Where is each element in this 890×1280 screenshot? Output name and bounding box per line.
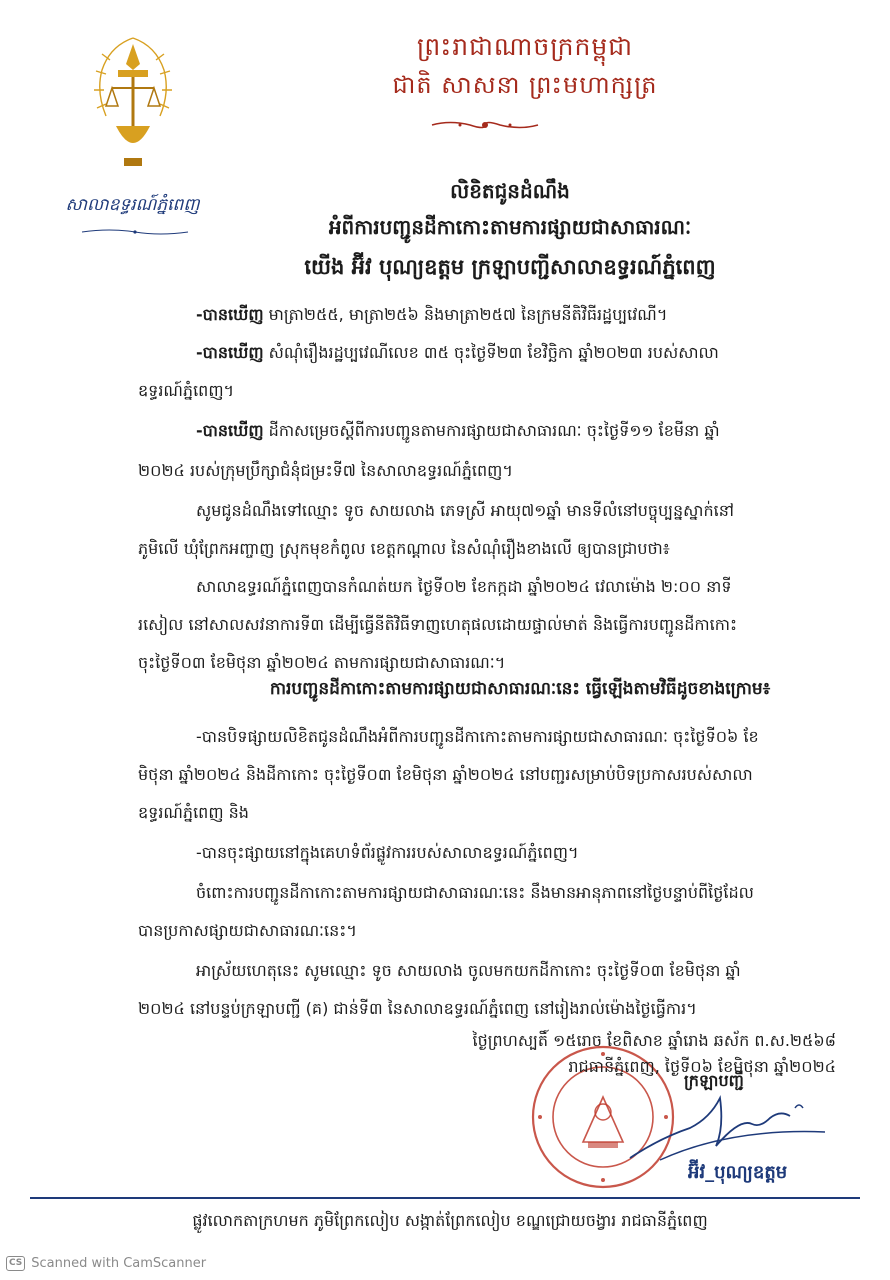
signatory-title: ក្រឡាបញ្ជី: [684, 1071, 744, 1090]
paragraph-2-cont: ឧទ្ធរណ៍ភ្នំពេញ។: [138, 381, 235, 400]
paragraph-8-line-2: បានប្រកាសផ្សាយជាសាធារណៈនេះ។: [138, 921, 357, 940]
paragraph-4-line-1: សូមជូនដំណឹងទៅឈ្មោះ ទូច សាយលាង ភេទស្រី អាយុ៧១ឆ្នាំ មានទីលំនៅបច្ចុប្បន្នស្នាក់នៅ: [196, 501, 734, 520]
court-emblem-icon: [88, 30, 178, 180]
paragraph-7: -បានចុះផ្សាយនៅក្នុងគេហទំព័រផ្លូវការរបស់សាលាឧទ្ធរណ៍ភ្នំពេញ។: [196, 843, 579, 862]
paragraph-5-line-2: រសៀល នៅសាលសវនាការទី៣ ដើម្បីធ្វើនីតិវិធីទាញហេតុផលដោយផ្ទាល់មាត់ និងធ្វើការបញ្ជូនដីកាកោះ: [138, 615, 738, 634]
document-subtitle: អំពីការបញ្ជូនដីកាកោះតាមការផ្សាយជាសាធារណៈ: [328, 215, 692, 239]
paragraph-5-line-1: សាលាឧទ្ធរណ៍ភ្នំពេញបានកំណត់យក ថ្ងៃទី០២ ខែកក្កដា ឆ្នាំ២០២៤ វេលាម៉ោង ២:០០ នាទី: [196, 577, 732, 596]
paragraph-2: -បានឃើញ សំណុំរឿងរដ្ឋប្បវេណីលេខ ៣៥ ចុះថ្ងៃទី២៣ ខែវិច្ឆិកា ឆ្នាំ២០២៣ របស់សាលា: [196, 343, 719, 362]
paragraph-3-cont: ២០២៤ របស់ក្រុមប្រឹក្សាជំនុំជម្រះទី៧ នៃសាលាឧទ្ធរណ៍ភ្នំពេញ។: [138, 461, 513, 480]
document-title: លិខិតជូនដំណឹង: [450, 179, 570, 203]
paragraph-9-line-2: ២០២៤ នៅបន្ទប់ក្រឡាបញ្ជី (គ) ជាន់ទី៣ នៃសាលាឧទ្ធរណ៍ភ្នំពេញ នៅរៀងរាល់ម៉ោងថ្ងៃធ្វើការ។: [138, 999, 697, 1018]
ornament-divider-icon: [430, 118, 540, 132]
paragraph-6-line-1: -បានបិទផ្សាយលិខិតជូនដំណឹងអំពីការបញ្ជូនដីកាកោះតាមការផ្សាយជាសាធារណៈ ចុះថ្ងៃទី០៦ ខែ: [196, 727, 759, 746]
camscanner-logo: CS: [6, 1256, 25, 1271]
camscanner-watermark: [6, 1256, 206, 1271]
paragraph-8-line-1: ចំពោះការបញ្ជូនដីកាកោះតាមការផ្សាយជាសាធារណៈនេះ នឹងមានអានុភាពនៅថ្ងៃបន្ទាប់ពីថ្ងៃដែល: [196, 883, 754, 902]
signatory-name: អ៊ីវ_បុណ្យឧត្តម: [688, 1162, 788, 1183]
paragraph-9-line-1: អាស្រ័យហេតុនេះ សូមឈ្មោះ ទូច សាយលាង ចូលមកយកដីកាកោះ ចុះថ្ងៃទី០៣ ខែមិថុនា ឆ្នាំ: [196, 961, 741, 980]
section-heading: ការបញ្ជូនដីកាកោះតាមការផ្សាយជាសាធារណៈនេះ ធ្វើឡើងតាមវិធីដូចខាងក្រោម៖: [269, 679, 771, 699]
footer-address: ផ្លូវលោកតាក្រហមក ភូមិព្រែកលៀប សង្កាត់ព្រែកលៀប ខណ្ឌជ្រោយចង្វារ រាជធានីភ្នំពេញ: [192, 1211, 708, 1230]
lunar-date: ថ្ងៃព្រហស្បតិ៍ ១៥រោច ខែពិសាខ ឆ្នាំរោង ឆស័ក ព.ស.២៥៦៨: [472, 1031, 836, 1050]
national-motto: ជាតិ សាសនា ព្រះមហាក្សត្រ: [392, 71, 658, 99]
kingdom-heading: ព្រះរាជាណាចក្រកម្ពុជា: [416, 32, 634, 61]
camscanner-text: Scanned with CamScanner: [31, 1256, 207, 1271]
handwritten-signature-icon: [620, 1088, 830, 1168]
footer-divider: [30, 1197, 860, 1199]
paragraph-5-line-3: ចុះថ្ងៃទី០៣ ខែមិថុនា ឆ្នាំ២០២៤ តាមការផ្សាយជាសាធារណៈ។: [138, 653, 506, 672]
document-author: យើង អ៊ីវ បុណ្យឧត្តម ក្រឡាបញ្ជីសាលាឧទ្ធរណ៍ភ្នំពេញ: [304, 255, 716, 279]
solar-date: រាជធានីភ្នំពេញ, ថ្ងៃទី០៦ ខែមិថុនា ឆ្នាំ២០២៤: [568, 1057, 836, 1076]
court-name: សាលាឧទ្ធរណ៍ភ្នំពេញ: [65, 195, 200, 215]
court-underline-icon: [80, 228, 190, 236]
paragraph-6-line-2: មិថុនា ឆ្នាំ២០២៤ និងដីកាកោះ ចុះថ្ងៃទី០៣ ខែមិថុនា ឆ្នាំ២០២៤ នៅបញ្ជរសម្រាប់បិទប្រកាសរបស់សាលា: [138, 765, 753, 784]
paragraph-6-line-3: ឧទ្ធរណ៍ភ្នំពេញ និង: [138, 803, 249, 822]
paragraph-4-line-2: ភូមិលើ ឃុំព្រែកអញ្ចាញ ស្រុកមុខកំពូល ខេត្តកណ្តាល នៃសំណុំរឿងខាងលើ ឲ្យបានជ្រាបថា៖: [138, 539, 670, 558]
paragraph-1: -បានឃើញ មាត្រា២៥៥, មាត្រា២៥៦ និងមាត្រា២៥៧ នៃក្រមនីតិវិធីរដ្ឋប្បវេណី។: [196, 305, 668, 324]
paragraph-3: -បានឃើញ ដីកាសម្រេចស្តីពីការបញ្ជូនតាមការផ្សាយជាសាធារណៈ ចុះថ្ងៃទី១១ ខែមីនា ឆ្នាំ: [196, 421, 720, 440]
